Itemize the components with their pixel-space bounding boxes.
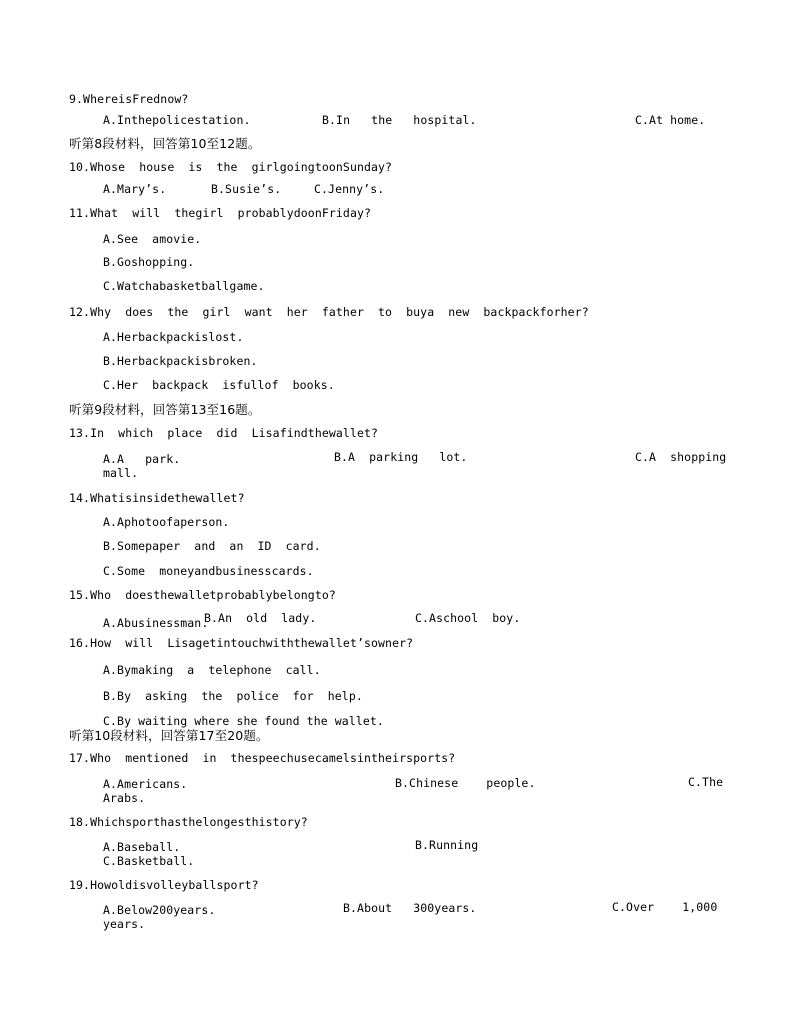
- question-10-option-a: A.Mary’s.: [103, 182, 167, 196]
- question-10-stem: 10.Whose house is the girlgoingtoonSunday?: [69, 160, 393, 174]
- question-16-option-c: C.By waiting where she found the wallet.: [103, 714, 384, 728]
- question-16-option-a: A.Bymaking a telephone call.: [103, 663, 321, 677]
- question-9-option-b: B.In the hospital.: [322, 113, 477, 127]
- question-9-stem: 9.WhereisFrednow?: [69, 92, 189, 106]
- question-17-stem: 17.Who mentioned in thespeechusecamelsintheirsports?: [69, 751, 456, 765]
- question-17-option-c: C.The: [688, 775, 724, 789]
- question-18-option-c: C.Basketball.: [103, 854, 195, 868]
- question-12-option-a: A.Herbackpackislost.: [103, 330, 244, 344]
- question-16-stem: 16.How will Lisagetintouchwiththewallet’sowner?: [69, 636, 414, 650]
- question-12-stem: 12.Why does the girl want her father to buya new backpackforher?: [69, 305, 589, 319]
- section-8-heading: 听第8段材料，回答第10至12题。: [69, 136, 261, 151]
- question-18-option-b: B.Running: [415, 838, 479, 852]
- question-11-option-b: B.Goshopping.: [103, 255, 195, 269]
- question-19-stem: 19.Howoldisvolleyballsport?: [69, 878, 259, 892]
- question-10-option-b: B.Susie’s.: [211, 182, 282, 196]
- question-15-option-c: C.Aschool boy.: [415, 611, 521, 625]
- question-9-option-a: A.Inthepolicestation.: [103, 113, 251, 127]
- question-14-option-c: C.Some moneyandbusinesscards.: [103, 564, 314, 578]
- question-15-option-a: A.Abusinessman.: [103, 616, 209, 630]
- question-15-option-b: B.An old lady.: [204, 611, 317, 625]
- question-19-option-a: A.Below200years.: [103, 903, 216, 917]
- question-19-option-b: B.About 300years.: [343, 901, 477, 915]
- question-13-option-c-continued: mall.: [103, 466, 139, 480]
- question-13-option-b: B.A parking lot.: [334, 450, 468, 464]
- question-19-option-c-continued: years.: [103, 917, 146, 931]
- question-18-option-a: A.Baseball.: [103, 840, 181, 854]
- question-16-option-b: B.By asking the police for help.: [103, 689, 363, 703]
- question-14-option-a: A.Aphotoofaperson.: [103, 515, 230, 529]
- section-10-heading: 听第10段材料，回答第17至20题。: [69, 728, 269, 743]
- section-9-heading: 听第9段材料，回答第13至16题。: [69, 402, 261, 417]
- question-13-option-c: C.A shopping: [635, 450, 727, 464]
- question-12-option-c: C.Her backpack isfullof books.: [103, 378, 335, 392]
- question-14-stem: 14.Whatisinsidethewallet?: [69, 491, 245, 505]
- question-11-stem: 11.What will thegirl probablydoonFriday?: [69, 206, 372, 220]
- question-17-option-c-continued: Arabs.: [103, 791, 146, 805]
- question-12-option-b: B.Herbackpackisbroken.: [103, 354, 258, 368]
- question-18-stem: 18.Whichsporthasthelongesthistory?: [69, 815, 308, 829]
- question-17-option-b: B.Chinese people.: [395, 776, 536, 790]
- question-11-option-c: C.Watchabasketballgame.: [103, 279, 265, 293]
- question-9-option-c: C.At home.: [635, 113, 706, 127]
- question-13-option-a: A.A park.: [103, 452, 181, 466]
- question-13-stem: 13.In which place did Lisafindthewallet?: [69, 426, 379, 440]
- question-17-option-a: A.Americans.: [103, 777, 188, 791]
- question-10-option-c: C.Jenny’s.: [314, 182, 385, 196]
- question-15-stem: 15.Who doesthewalletprobablybelongto?: [69, 588, 336, 602]
- question-11-option-a: A.See amovie.: [103, 232, 202, 246]
- question-14-option-b: B.Somepaper and an ID card.: [103, 539, 321, 553]
- question-19-option-c: C.Over 1,000: [612, 900, 718, 914]
